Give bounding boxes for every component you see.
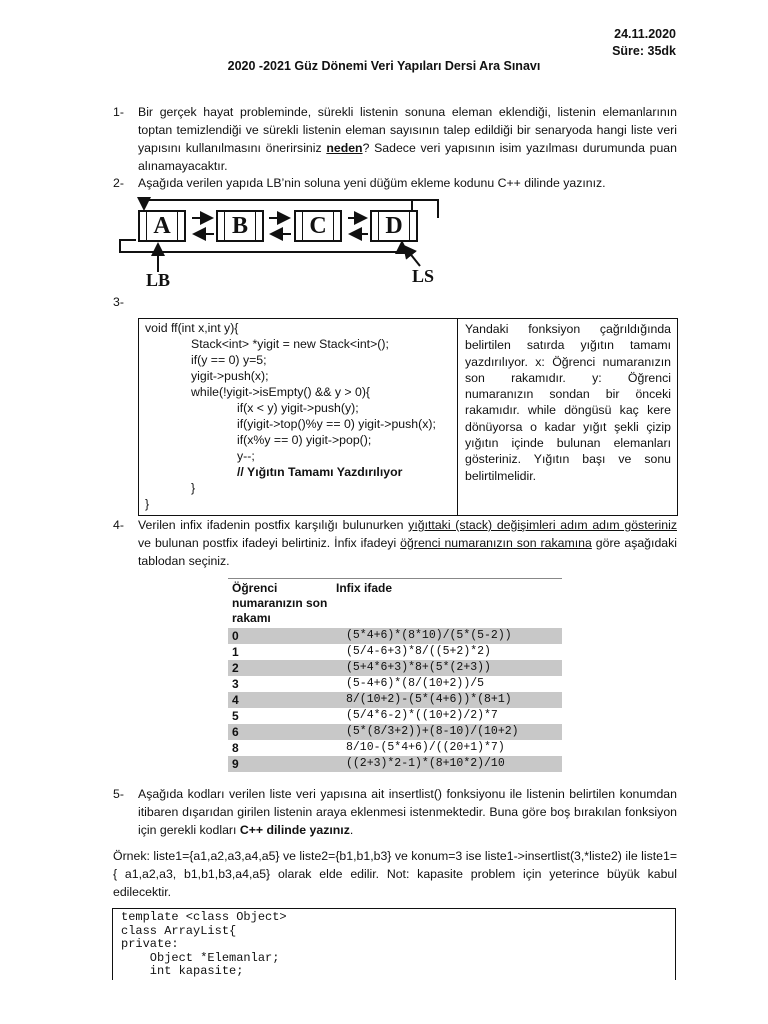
code-line: if(yigit->top()%y == 0) yigit->push(x); <box>237 417 436 431</box>
question-text-part: göre aşağıdaki tablodan seçiniz. <box>138 536 677 568</box>
table-cell-expr: (5/4-6+3)*8/((5+2)*2) <box>346 645 491 658</box>
table-row <box>228 692 562 708</box>
list-node-b <box>216 210 264 242</box>
node-label: D <box>385 213 403 239</box>
table-cell-expr: (5*(8/3+2))+(8-10)/(10+2) <box>332 724 562 740</box>
code-line: if(y == 0) y=5; <box>191 353 267 367</box>
code-comment: // Yığıtın Tamamı Yazdırılıyor <box>237 465 403 479</box>
code-line: } <box>191 481 196 495</box>
table-cell-expr: 8/10-(5*4+6)/((20+1)*7) <box>346 741 505 754</box>
question-underlined: öğrenci numaranızın son rakamına <box>400 536 592 550</box>
code-line: yigit->push(x); <box>191 369 269 383</box>
question-text-part: Aşağıda kodları verilen liste veri yapısına ait insertlist() fonksiyonu ile listenin belirtilen konumdan itibaren dışarıdan girilen listenin araya eklenmesi istenmektedir. Buna göre boş bırakılan fonksiyon için gerekli kodları <box>138 787 677 837</box>
linked-list-diagram <box>112 196 442 296</box>
exam-date: 24.11.2020 <box>614 27 676 41</box>
question-2 <box>113 174 677 192</box>
question-1 <box>113 103 677 175</box>
question-4 <box>113 516 677 570</box>
table-cell-expr: 8/(10+2)-(5*(4+6))*(8+1) <box>332 692 562 708</box>
table-cell-digit: 0 <box>228 628 332 644</box>
table-cell-expr: (5/4*6-2)*((10+2)/2)*7 <box>346 709 498 722</box>
code-line: while(!yigit->isEmpty() && y > 0){ <box>191 385 371 399</box>
question-number: 3- <box>113 295 124 309</box>
node-frame <box>146 212 178 240</box>
question-emphasis: neden <box>326 141 363 155</box>
table-cell-digit: 4 <box>228 692 332 708</box>
node-frame <box>378 212 410 240</box>
question-text-part: ? Sadece veri yapısının isim yazılması durumunda puan alınamayacaktır. <box>138 141 677 173</box>
question-text: Aşağıda verilen yapıda LB’nin soluna yeni düğüm ekleme kodunu C++ dilinde yazınız. <box>138 176 606 190</box>
question-3-table <box>138 318 678 516</box>
question-number: 2- <box>113 176 124 190</box>
table-cell-expr: (5*4+6)*(8*10)/(5*(5-2)) <box>332 628 562 644</box>
question-text-part: Verilen infix ifadenin postfix karşılığı bulunurken <box>138 518 409 532</box>
table-cell-digit: 3 <box>232 677 239 691</box>
label-ls: LS <box>412 266 435 286</box>
table-cell-expr: ((2+3)*2-1)*(8+10*2)/10 <box>332 756 562 772</box>
question-text <box>138 516 677 570</box>
question-text-part: Bir gerçek hayat probleminde, sürekli listenin sonuna eleman eklendiği, listenin elemanlarının toptan temizlendiği ve sürekli listenin eleman sayısının talep edildiği bir senaryoda hangi liste veri yapısını kullanılmasını önerirsiniz <box>138 105 677 155</box>
page-title: 2020 -2021 Güz Dönemi Veri Yapıları Dersi Ara Sınavı <box>227 59 541 73</box>
table-row <box>228 724 562 740</box>
list-node-a <box>138 210 186 242</box>
code-block <box>112 908 676 980</box>
code-line: } <box>145 497 150 511</box>
node-label: B <box>231 213 248 239</box>
list-node-c <box>294 210 342 242</box>
code-line: template <class Object> <box>121 910 287 924</box>
node-frame <box>224 212 256 240</box>
table-cell-digit: 1 <box>232 645 239 659</box>
code-line: if(x%y == 0) yigit->pop(); <box>237 433 372 447</box>
code-line: class ArrayList{ <box>121 923 237 938</box>
question-underlined: yığıttaki (stack) değişimleri adım adım gösteriniz <box>408 518 677 532</box>
table-row <box>228 644 562 660</box>
table-header-expr: Infix ifade <box>336 581 393 595</box>
question-number: 4- <box>113 518 124 532</box>
list-node-d <box>370 210 418 242</box>
question-number: 5- <box>113 787 124 801</box>
question-text-part: . <box>349 823 354 837</box>
question-text-part: ve bulunan postfix ifadeyi belirtiniz. İnfix ifadeyi <box>138 536 401 550</box>
table-cell-digit: 5 <box>232 709 239 723</box>
table-row <box>228 756 562 772</box>
question-5 <box>113 785 677 839</box>
node-frame <box>302 212 334 240</box>
node-label: A <box>153 213 171 239</box>
code-line: int kapasite; <box>121 964 244 979</box>
node-label: C <box>309 213 327 239</box>
table-row <box>228 708 562 724</box>
table-cell-digit: 2 <box>228 660 332 676</box>
example-paragraph <box>113 847 677 901</box>
table-header-row <box>228 579 562 629</box>
table-row <box>228 676 562 692</box>
exam-duration: Süre: 35dk <box>612 44 676 58</box>
code-line: if(x < y) yigit->push(y); <box>237 401 359 415</box>
header-info <box>612 26 676 60</box>
infix-table <box>228 578 562 772</box>
code-line: y--; <box>237 449 255 463</box>
question-3-description: Yandaki fonksiyon çağrıldığında belirtilen satırda yığıtın tamamı yazdırılıyor. x: Öğrenci numaranızın son rakamıdır. y: Öğrenci numaranızın sondan bir önceki rakamıdır. while döngüsü kaç kere dönüyorsa o kadar yığıt şekli çizip yığıtın içinde bulunan elemanları gösteriniz. Yığıtın başı ve sonu belirtilmelidir. <box>465 322 671 483</box>
code-line: Stack<int> *yigit = new Stack<int>(); <box>191 337 389 351</box>
code-cell <box>139 319 458 515</box>
question-text <box>138 785 677 839</box>
table-cell-digit: 8 <box>232 741 239 755</box>
table-row <box>228 660 562 676</box>
question-number: 1- <box>113 105 124 119</box>
code-line: void ff(int x,int y){ <box>145 321 239 335</box>
label-lb: LB <box>146 270 171 290</box>
code-line: private: <box>121 937 179 952</box>
table-cell-expr: (5+4*6+3)*8+(5*(2+3)) <box>332 660 562 676</box>
question-emphasis: C++ dilinde yazınız <box>239 823 350 837</box>
table-cell-expr: (5-4+6)*(8/(10+2))/5 <box>346 677 485 690</box>
table-row <box>228 740 562 756</box>
table-cell-digit: 9 <box>228 756 332 772</box>
code-line: Object *Elemanlar; <box>121 950 280 965</box>
example-text: Örnek: liste1={a1,a2,a3,a4,a5} ve liste2={b1,b1,b3} ve konum=3 ise liste1->insertlist(3,*liste2) ile liste1={ a1,a2,a3, b1,b1,b3,a4,a5} olarak elde edilir. Not: kapasite problem için yeterince büyük kabul edilecektir. <box>113 849 677 899</box>
table-header-digit: Öğrenci numaranızın son rakamı <box>232 581 328 625</box>
table-row <box>228 628 562 644</box>
table-cell-digit: 6 <box>228 724 332 740</box>
question-text <box>138 103 677 175</box>
